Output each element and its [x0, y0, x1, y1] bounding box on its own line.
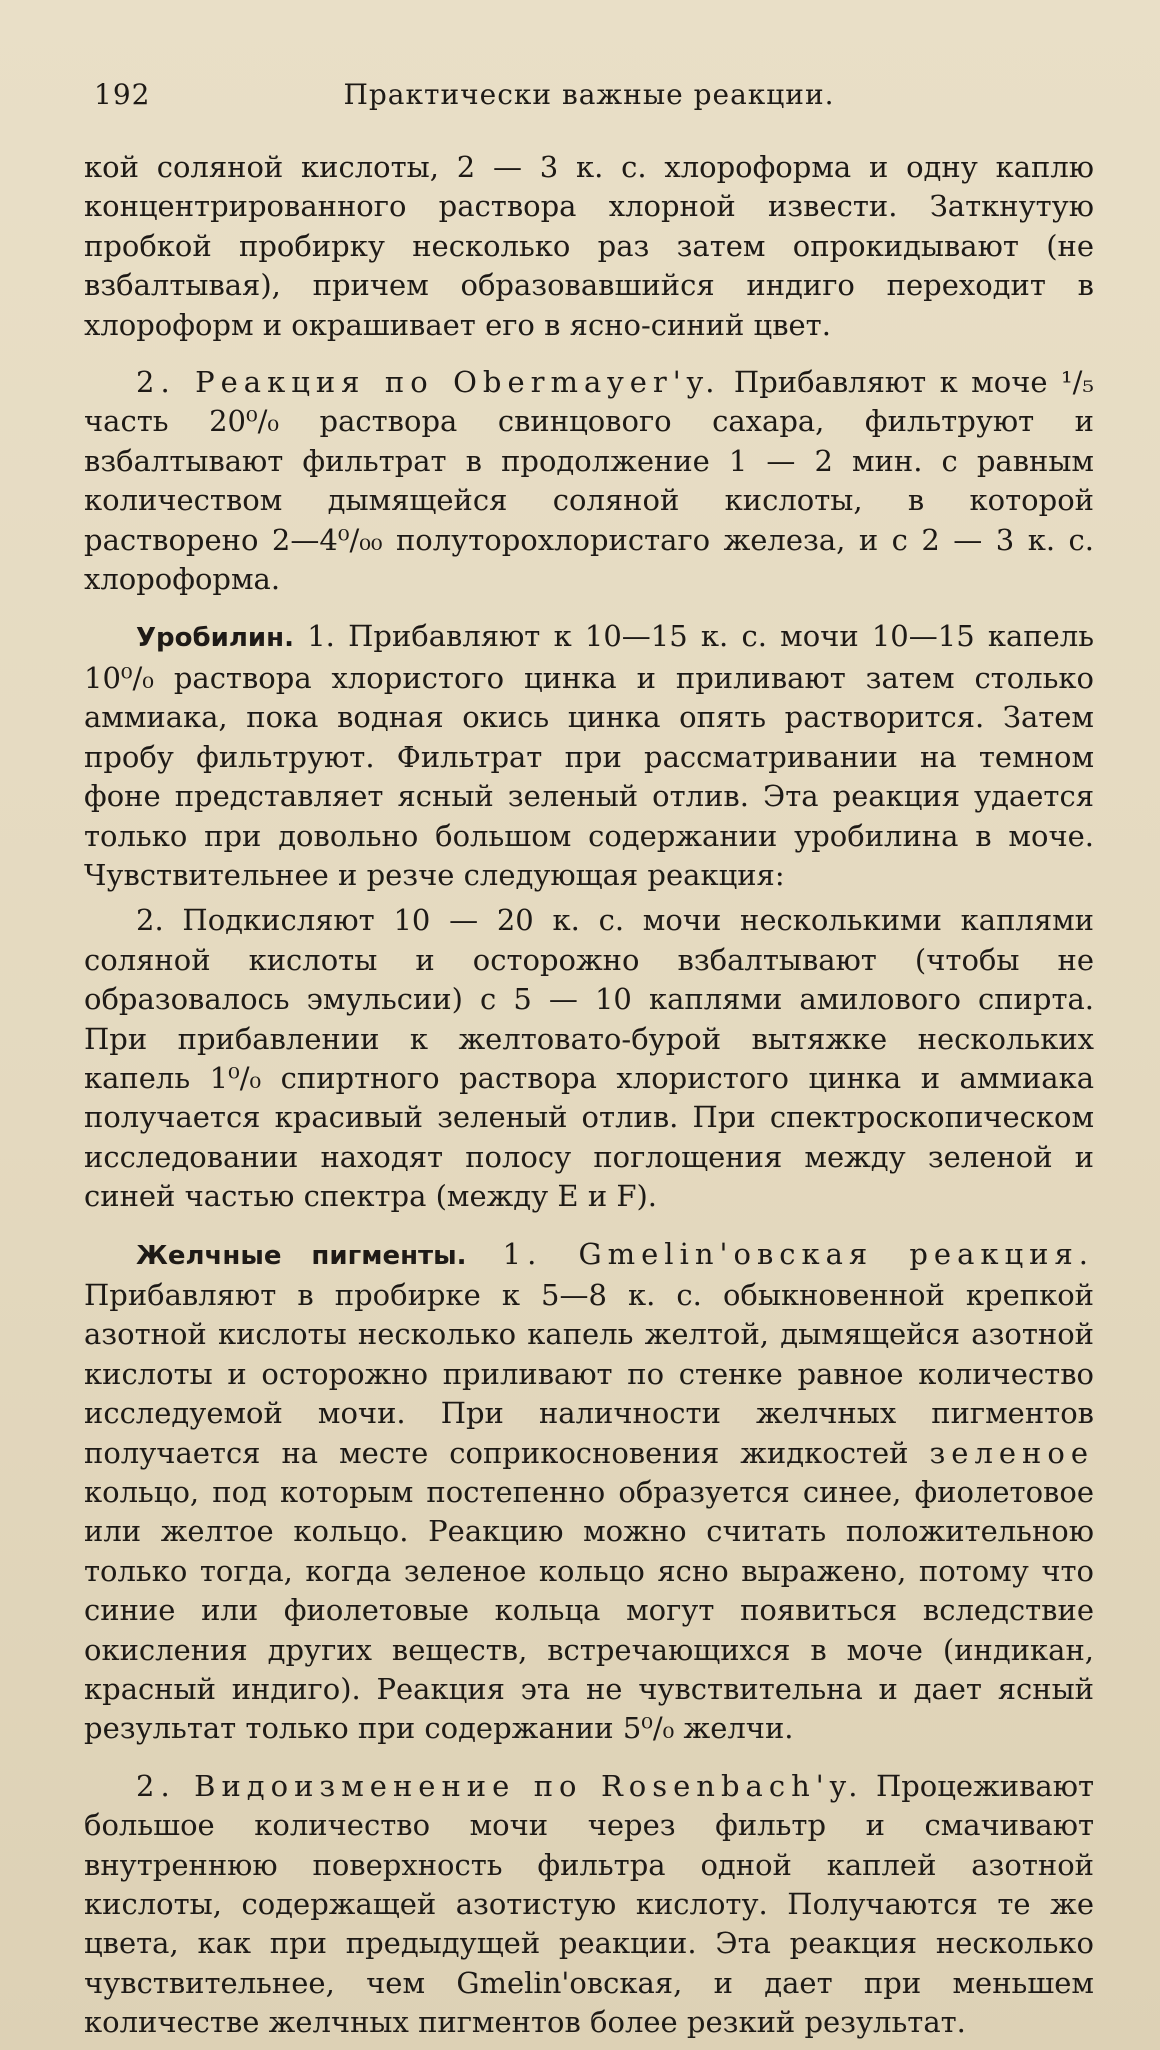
- paragraph-indigo-continuation: [84, 148, 1094, 345]
- paragraph-rosenbach-modification: [84, 1767, 1094, 2043]
- reaction-title: 2. Реакция по Obermayer'y.: [136, 365, 721, 400]
- paragraph-obermayer-reaction: [84, 363, 1094, 599]
- paragraph-text: Прибавляют в пробирке к 5—8 к. с. обыкновенной крепкой азотной кислоты несколько капель желтой, дымящейся азотной кислоты и осторожно приливают по стенке равное количество исследуемой мочи. При наличности желчных пигментов получается на месте соприкосновения жидкостей: [84, 1277, 1094, 1470]
- section-heading: Желчные пигменты.: [136, 1240, 467, 1271]
- reaction-title: 1. Gmelin'овская реакция.: [466, 1236, 1094, 1271]
- running-head: Практически важные реакции.: [343, 78, 835, 111]
- reaction-title: 2. Видоизменение по Rosenbach'y.: [136, 1768, 864, 1803]
- page-header: [94, 78, 1084, 118]
- paragraph-urobilin-second-test: [84, 901, 1094, 1216]
- paragraph-text: 2. Подкисляют 10 — 20 к. с. мочи несколькими каплями соляной кислоты и осторожно взбалтывают (чтобы не образовалось эмульсии) с 5 — 10 каплями амилового спирта. При прибавлении к желтовато-бурой вытяжке нескольких капель 1⁰/₀ спиртного раствора хлористого цинка и аммиака получается красивый зеленый отлив. При спектроскопическом исследовании находят полосу поглощения между зеленой и синей частью спектра (между E и F).: [84, 903, 1094, 1214]
- paragraph-text: Прибавляют к моче ¹/₅ часть 20⁰/₀ раствора свинцового сахара, фильтруют и взбалтывают фильтрат в продолжение 1 — 2 мин. с равным количеством дымящейся соляной кислоты, в которой растворено 2—4⁰/₀₀ полуторохлористаго железа, и с 2 — 3 к. с. хлороформа.: [84, 365, 1095, 597]
- emphasized-word: зеленое: [929, 1435, 1094, 1470]
- paragraph-urobilin: [84, 617, 1094, 895]
- paragraph-text: Процеживают большое количество мочи через фильтр и смачивают внутреннюю поверхность фильтра одной каплей азотной кислоты, содержащей азотистую кислоту. Получаются те же цвета, как при предыдущей реакции. Эта реакция несколько чувствительнее, чем Gmelin'овская, и дает при меньшем количестве желчных пигментов более резкий результат.: [84, 1768, 1094, 2040]
- paragraph-bile-pigments: [84, 1235, 1094, 1749]
- page-number: 192: [94, 78, 151, 111]
- paragraph-text: кой соляной кислоты, 2 — 3 к. с. хлороформа и одну каплю концентрированного раствора хлорной извести. Заткнутую пробкой пробирку несколько раз затем опрокидывают (не взбалтывая), причем образовавшийся индиго переходит в хлороформ и окрашивает его в ясно-синий цвет.: [84, 150, 1094, 342]
- paragraph-text: 1. Прибавляют к 10—15 к. с. мочи 10—15 капель 10⁰/₀ раствора хлористого цинка и приливают затем столько аммиака, пока водная окись цинка опять растворится. Затем пробу фильтруют. Фильтрат при рассматривании на темном фоне представляет ясный зеленый отлив. Эта реакция удается только при довольно большом содержании уробилина в моче. Чувствительнее и резче следующая реакция:: [84, 619, 1094, 892]
- section-heading: Уробилин.: [136, 623, 294, 654]
- page-body: [84, 148, 1094, 2043]
- paragraph-text-continued: кольцо, под которым постепенно образуется синее, фиолетовое или желтое кольцо. Реакцию можно считать положительною только тогда, когда зеленое кольцо ясно выражено, потому что синие или фиолетовые кольца могут появиться вследствие окисления других веществ, встречающихся в моче (индикан, красный индиго). Реакция эта не чувствительна и дает ясный результат только при содержании 5⁰/₀ желчи.: [84, 1475, 1094, 1746]
